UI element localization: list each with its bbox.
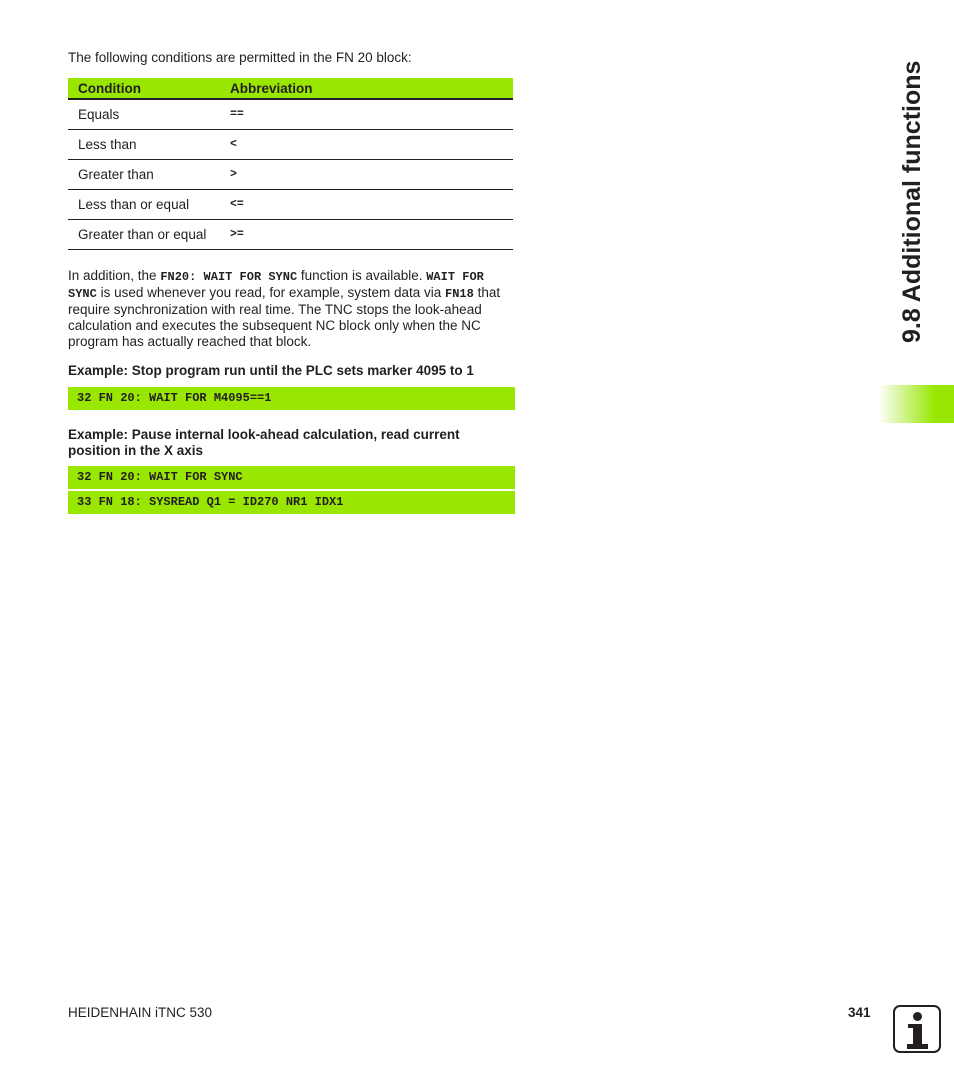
abbreviation-cell: >= [230,220,513,250]
table-row [68,130,513,160]
table-row [68,160,513,190]
paragraph-text: that require synchronization with real time. The TNC stops the look-ahead calculation and executes the subsequent NC block only when the NC program has actually reached that block. [68,285,501,349]
table-row [68,190,513,220]
paragraph-text: is used whenever you read, for example, system data via [96,285,445,300]
table-row [68,99,513,130]
condition-cell: Equals [68,99,230,130]
header-abbreviation: Abbreviation [230,78,513,99]
inline-code: WAIT FOR SYNC [68,270,484,301]
abbreviation-cell: > [230,160,513,190]
paragraph-text: function is available. [297,268,427,283]
abbreviation-cell: < [230,130,513,160]
page-number: 341 [848,1005,871,1020]
conditions-table [68,78,513,250]
section-side-title: 9.8 Additional functions [898,60,926,343]
inline-code: FN18 [445,287,474,301]
condition-cell: Greater than or equal [68,220,230,250]
abbreviation-cell: == [230,99,513,130]
footer-product: HEIDENHAIN iTNC 530 [68,1005,213,1020]
condition-cell: Less than or equal [68,190,230,220]
paragraph-text: In addition, the [68,268,161,283]
code-line: 33 FN 18: SYSREAD Q1 = ID270 NR1 IDX1 [68,491,515,514]
code-line: 32 FN 20: WAIT FOR M4095==1 [68,387,515,410]
condition-cell: Greater than [68,160,230,190]
intro-text: The following conditions are permitted in the FN 20 block: [68,50,412,65]
example-heading: Example: Stop program run until the PLC sets marker 4095 to 1 [68,363,474,378]
example-heading: Example: Pause internal look-ahead calculation, read current position in the X axis [68,427,460,458]
header-condition: Condition [68,78,230,99]
sync-paragraph [68,268,513,350]
info-icon [893,1005,941,1053]
chapter-tab-marker [878,385,954,423]
table-header-row [68,78,513,99]
code-line: 32 FN 20: WAIT FOR SYNC [68,466,515,489]
condition-cell: Less than [68,130,230,160]
table-row [68,220,513,250]
inline-code: FN20: WAIT FOR SYNC [160,270,298,284]
abbreviation-cell: <= [230,190,513,220]
